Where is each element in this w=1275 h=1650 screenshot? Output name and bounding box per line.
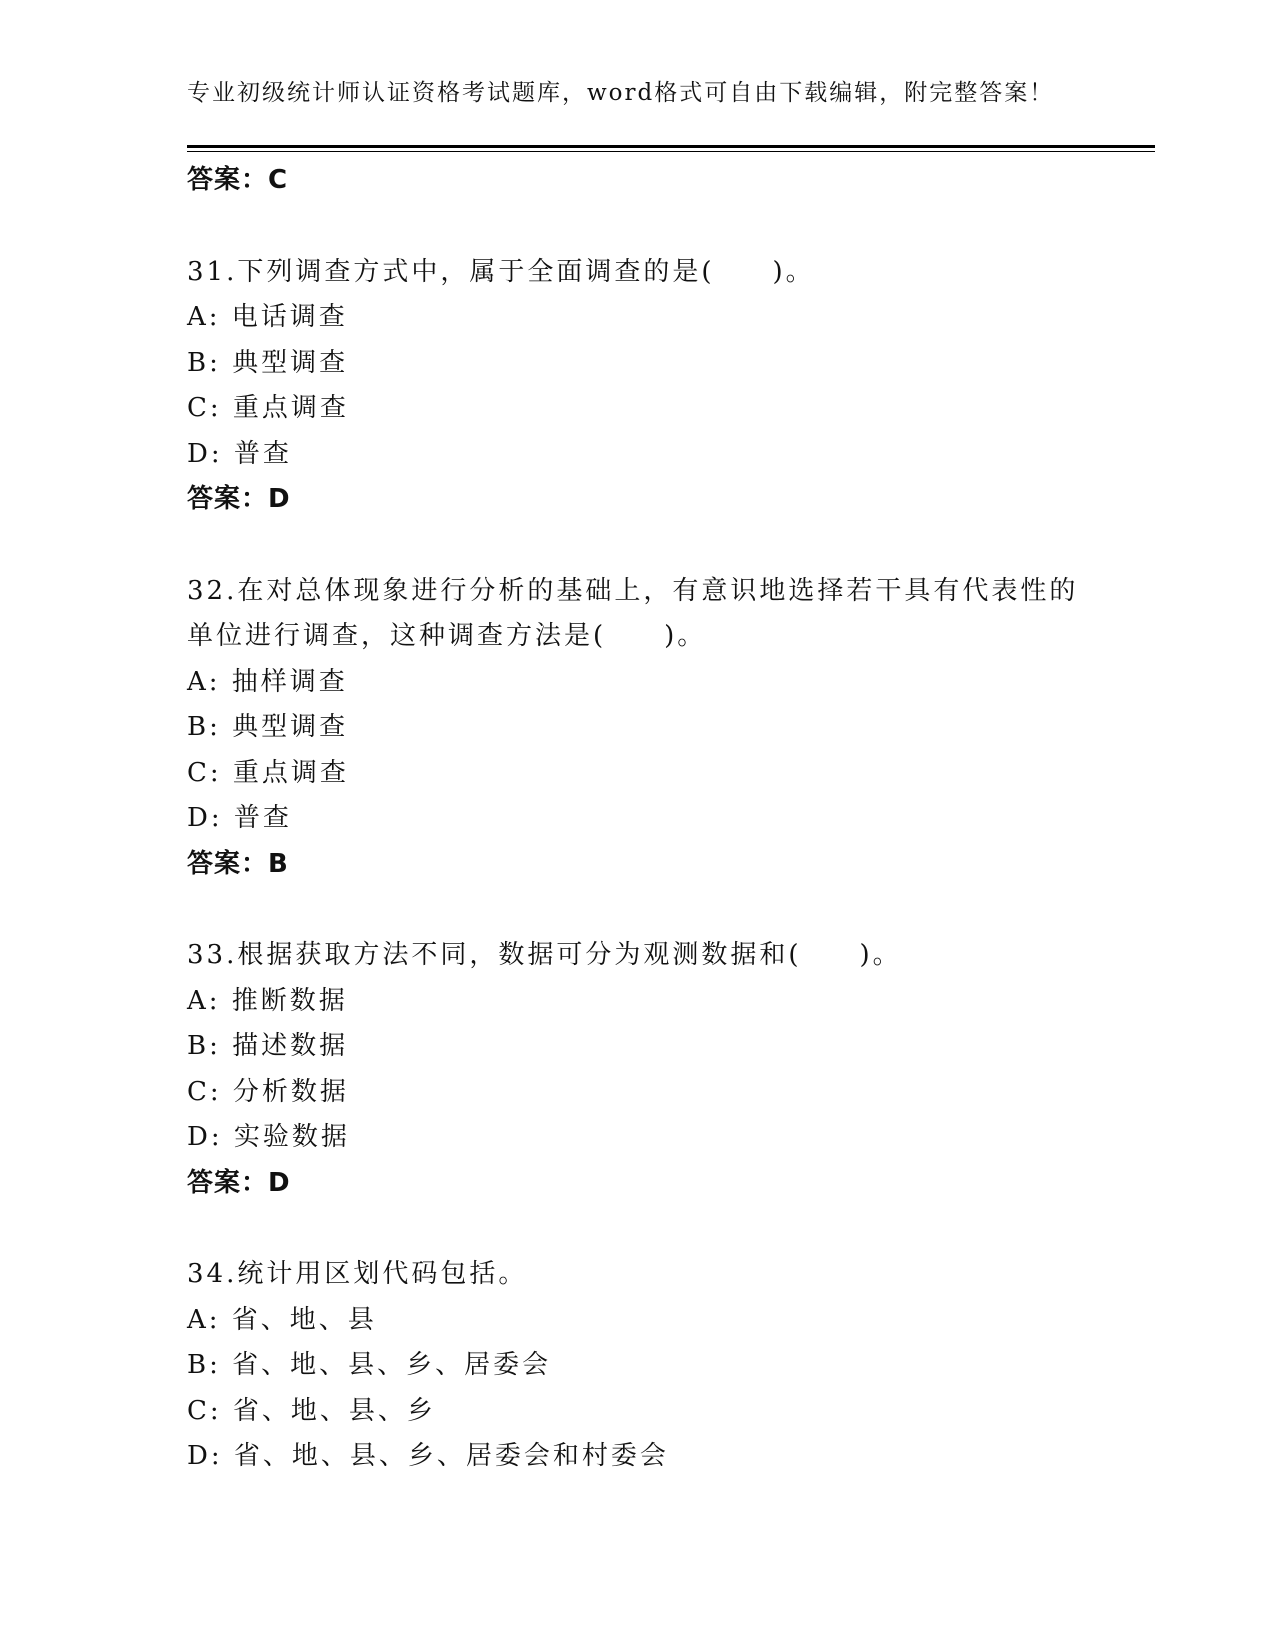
option-c: C: 分析数据 [187, 1076, 349, 1107]
question-33 [187, 933, 1117, 1206]
option-b: B: 典型调查 [187, 712, 349, 742]
option-c: C: 省、地、县、乡 [187, 1395, 436, 1426]
option-d: D: 实验数据 [187, 1122, 350, 1152]
option-b: B: 描述数据 [187, 1031, 349, 1061]
spacer [187, 523, 1117, 569]
question-stem: 31.下列调查方式中，属于全面调查的是( )。 [187, 256, 815, 287]
header-rule-thin [187, 151, 1155, 152]
answer-line: 答案：D [187, 1167, 291, 1198]
option-a: A: 电话调查 [187, 302, 348, 332]
option-c: C: 重点调查 [187, 393, 349, 423]
question-34 [187, 1252, 1117, 1480]
option-d: D: 省、地、县、乡、居委会和村委会 [187, 1441, 669, 1471]
option-a: A: 省、地、县 [187, 1304, 377, 1335]
question-31 [187, 250, 1117, 523]
header-rule [187, 145, 1155, 148]
answer-line: 答案：B [187, 848, 289, 879]
answer-line: 答案：C [187, 165, 289, 195]
question-stem: 33.根据获取方法不同，数据可分为观测数据和( )。 [187, 940, 902, 970]
option-a: A: 推断数据 [187, 985, 348, 1016]
question-stem-continued: 单位进行调查，这种调查方法是( )。 [187, 621, 707, 651]
answer-line: 答案：D [187, 484, 291, 514]
option-c: C: 重点调查 [187, 757, 349, 788]
question-32 [187, 569, 1117, 888]
spacer [187, 1206, 1117, 1252]
question-stem: 32.在对总体现象进行分析的基础上，有意识地选择若干具有代表性的 [187, 575, 1079, 606]
spacer [187, 204, 1117, 250]
page-header: 专业初级统计师认证资格考试题库，word格式可自由下载编辑，附完整答案！ [187, 80, 1055, 106]
option-b: B: 典型调查 [187, 347, 349, 378]
document-body [187, 158, 1117, 1480]
option-b: B: 省、地、县、乡、居委会 [187, 1350, 552, 1380]
spacer [187, 887, 1117, 933]
option-d: D: 普查 [187, 803, 292, 833]
question-stem: 34.统计用区划代码包括。 [187, 1259, 528, 1289]
option-a: A: 抽样调查 [187, 666, 348, 697]
option-d: D: 普查 [187, 438, 292, 469]
